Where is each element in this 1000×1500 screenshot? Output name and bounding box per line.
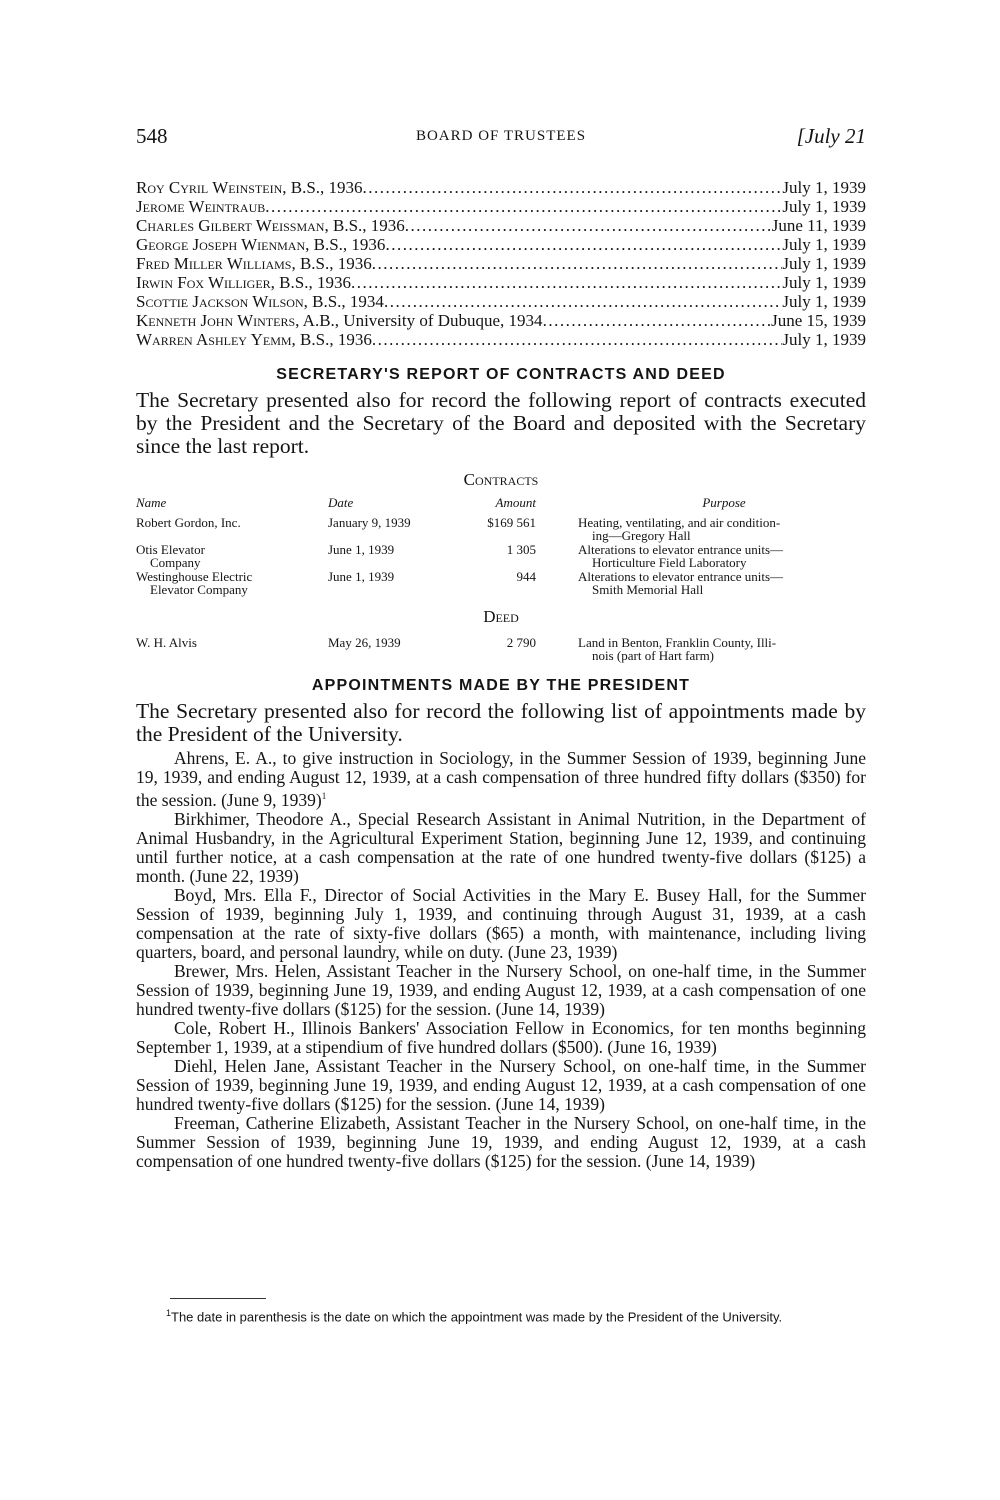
footnote-body xyxy=(136,1306,866,1324)
contract-purpose-line: Heating, ventilating, and air condition- xyxy=(578,515,781,530)
contract-name xyxy=(136,543,296,569)
contract-purpose-line: Alterations to elevator entrance units— xyxy=(578,569,784,584)
appointment-entry: Boyd, Mrs. Ella F., Director of Social Activities in the Mary E. Busey Hall, for the Summer Session of 1939, beginning July 1, 1939, and continuing through August 31, 1939, at a cash compensation at the rate of sixty-five dollars ($65) a month, with maintenance, including living quarters, board, and personal laundry, while on duty. (June 23, 1939) xyxy=(136,884,866,962)
graduate-date: July 1, 1939 xyxy=(782,273,866,292)
appointments-list xyxy=(136,749,866,1171)
appointments-intro: The Secretary presented also for record the following list of appointments made by the President of the University. xyxy=(136,699,866,746)
graduate-row xyxy=(136,311,866,330)
graduate-name: Warren Ashley Yemm xyxy=(136,330,292,349)
contract-purpose-line: Alterations to elevator entrance units— xyxy=(578,542,784,557)
graduate-row xyxy=(136,273,866,292)
footnote-text: The date in parenthesis is the date on which the appointment was made by the President of the University. xyxy=(171,1309,783,1325)
contract-name xyxy=(136,570,296,596)
graduate-date: July 1, 1939 xyxy=(782,197,866,216)
graduate-degree: , B.S., 1936 xyxy=(291,330,372,349)
graduate-name: Charles Gilbert Weissman xyxy=(136,216,325,235)
appointments-heading: APPOINTMENTS MADE BY THE PRESIDENT xyxy=(311,677,691,694)
contract-name-line: Westinghouse Electric xyxy=(136,569,253,584)
footnote-rule xyxy=(170,1298,266,1299)
graduate-date: July 1, 1939 xyxy=(782,330,866,349)
graduate-degree: , B.S., 1936 xyxy=(305,235,386,254)
graduate-degree: , B.S., 1936 xyxy=(291,254,372,273)
appointment-entry: Freeman, Catherine Elizabeth, Assistant Teacher in the Nursery School, on one-half time, in the Summer Session of 1939, beginning June 19, 1939, and ending August 12, 1939, at a cash compensation of one hundred twenty-five dollars ($125) for the session. (June 14, 1939) xyxy=(136,1112,866,1171)
running-date: [July 21 xyxy=(796,124,866,148)
page-number: 548 xyxy=(136,124,168,148)
contract-name-line: Otis Elevator xyxy=(136,542,205,557)
contract-date: June 1, 1939 xyxy=(328,542,395,557)
graduate-row xyxy=(136,197,866,216)
graduate-name: George Joseph Wienman xyxy=(136,235,306,254)
deed-subheading: Deed xyxy=(483,607,519,626)
contracts-subheading: Contracts xyxy=(463,470,539,489)
contracts-heading: SECRETARY'S REPORT OF CONTRACTS AND DEED xyxy=(276,366,726,383)
column-header-date: Date xyxy=(328,495,354,510)
graduate-name: Kenneth John Winters xyxy=(136,311,296,330)
contract-purpose-line: Horticulture Field Laboratory xyxy=(592,555,747,570)
appointment-entry xyxy=(136,749,866,810)
dot-leader xyxy=(363,178,783,197)
dot-leader xyxy=(385,235,782,254)
graduate-date: June 15, 1939 xyxy=(771,311,866,330)
dot-leader xyxy=(372,330,783,349)
deed-amount: 2 790 xyxy=(506,635,536,650)
graduate-list xyxy=(136,178,866,349)
graduate-date: July 1, 1939 xyxy=(782,292,866,311)
contract-amount: 944 xyxy=(516,569,536,584)
dot-leader xyxy=(372,254,783,273)
graduate-date: July 1, 1939 xyxy=(782,235,866,254)
dot-leader xyxy=(351,273,782,292)
dot-leader xyxy=(265,197,782,216)
dot-leader xyxy=(405,216,772,235)
appointment-entry: Birkhimer, Theodore A., Special Research Assistant in Animal Nutrition, in the Department of Animal Husbandry, in the Agricultural Experiment Station, beginning June 12, 1939, and continuing until further notice, at a cash compensation at the rate of one hundred twenty-five dollars ($125) a month. (June 22, 1939) xyxy=(136,808,866,886)
contract-date: January 9, 1939 xyxy=(328,515,411,530)
appointment-entry: Brewer, Mrs. Helen, Assistant Teacher in the Nursery School, on one-half time, in the Summer Session of 1939, beginning June 19, 1939, and ending August 12, 1939, at a cash compensation of one hundred twenty-five dollars ($125) for the session. (June 14, 1939) xyxy=(136,960,866,1019)
graduate-row xyxy=(136,292,866,311)
footnote xyxy=(136,1306,866,1324)
graduate-name: Roy Cyril Weinstein xyxy=(136,178,283,197)
graduate-name: Fred Miller Williams xyxy=(136,254,292,273)
deed-purpose-line: nois (part of Hart farm) xyxy=(592,648,715,663)
contract-amount: 1 305 xyxy=(506,542,536,557)
contract-name-line: Company xyxy=(150,555,201,570)
graduate-degree: , B.S., 1936 xyxy=(282,178,363,197)
contract-name: Robert Gordon, Inc. xyxy=(136,515,241,530)
graduate-degree: , B.S., 1934 xyxy=(303,292,384,311)
footnote-number: 1 xyxy=(166,1308,172,1318)
graduate-date: July 1, 1939 xyxy=(782,254,866,273)
contract-purpose xyxy=(578,570,870,596)
contract-purpose-line: Smith Memorial Hall xyxy=(592,582,704,597)
contract-date: June 1, 1939 xyxy=(328,569,395,584)
graduate-row xyxy=(136,254,866,273)
contract-purpose xyxy=(578,516,870,542)
footnote-marker: 1 xyxy=(321,791,327,801)
appointment-text: Ahrens, E. A., to give instruction in Sociology, in the Summer Session of 1939, beginning June 19, 1939, and ending August 12, 1939, at a cash compensation of three hundred fifty dollars ($350) for the session. (June 9, 1939) xyxy=(136,748,866,810)
dot-leader xyxy=(384,292,782,311)
deed-purpose xyxy=(578,636,870,662)
graduate-row xyxy=(136,235,866,254)
deed-date: May 26, 1939 xyxy=(328,635,401,650)
contract-purpose xyxy=(578,543,870,569)
graduate-date: June 11, 1939 xyxy=(771,216,866,235)
graduate-degree: , B.S., 1936 xyxy=(324,216,405,235)
column-header-name: Name xyxy=(136,495,167,510)
contract-amount: $169 561 xyxy=(487,515,536,530)
graduate-name: Jerome Weintraub xyxy=(136,197,266,216)
running-title: BOARD OF TRUSTEES xyxy=(415,128,587,144)
graduate-row xyxy=(136,330,866,349)
graduate-degree: , A.B., University of Dubuque, 1934 xyxy=(295,311,543,330)
graduate-name: Irwin Fox Williger xyxy=(136,273,271,292)
deed-purpose-line: Land in Benton, Franklin County, Illi- xyxy=(578,635,777,650)
graduate-row xyxy=(136,216,866,235)
column-header-amount: Amount xyxy=(495,495,536,510)
dot-leader xyxy=(543,311,772,330)
running-head xyxy=(136,124,866,154)
graduate-date: July 1, 1939 xyxy=(782,178,866,197)
graduate-name: Scottie Jackson Wilson xyxy=(136,292,304,311)
appointment-entry: Diehl, Helen Jane, Assistant Teacher in the Nursery School, on one-half time, in the Summer Session of 1939, beginning June 19, 1939, and ending August 12, 1939, at a cash compensation of one hundred twenty-five dollars ($125) for the session. (June 14, 1939) xyxy=(136,1055,866,1114)
graduate-row xyxy=(136,178,866,197)
deed-name: W. H. Alvis xyxy=(136,635,197,650)
graduate-degree: , B.S., 1936 xyxy=(270,273,351,292)
contract-purpose-line: ing—Gregory Hall xyxy=(592,528,691,543)
contracts-intro: The Secretary presented also for record the following report of contracts executed by the President and the Secretary of the Board and deposited with the Secretary since the last report. xyxy=(136,388,866,458)
contract-name-line: Elevator Company xyxy=(150,582,248,597)
column-header-purpose: Purpose xyxy=(702,495,746,510)
appointment-entry: Cole, Robert H., Illinois Bankers' Association Fellow in Economics, for ten months beginning September 1, 1939, at a stipendium of five hundred dollars ($500). (June 16, 1939) xyxy=(136,1017,866,1057)
